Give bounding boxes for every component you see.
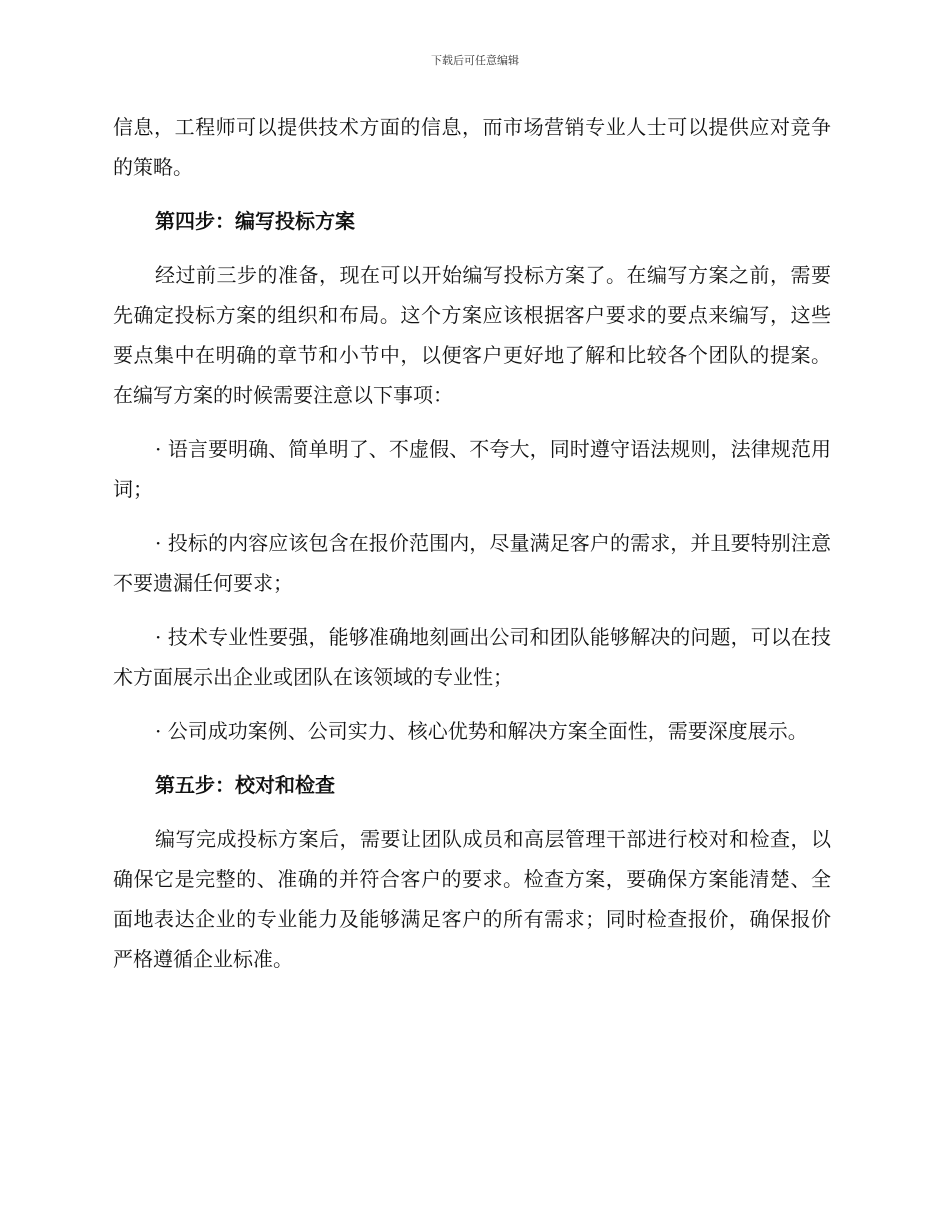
- bullet-item-content-scope: · 投标的内容应该包含在报价范围内，尽量满足客户的需求，并且要特别注意不要遗漏任何要求；: [113, 531, 831, 595]
- document-body: [113, 107, 831, 993]
- bullet-item-success-cases: · 公司成功案例、公司实力、核心优势和解决方案全面性，需要深度展示。: [155, 719, 808, 743]
- section-heading-step-five: 第五步：校对和检查: [155, 773, 335, 797]
- section-heading-step-four: 第四步：编写投标方案: [155, 209, 355, 233]
- paragraph-intro-continuation: 信息，工程师可以提供技术方面的信息，而市场营销专业人士可以提供应对竞争的策略。: [113, 115, 831, 179]
- page-header: 下载后可任意编辑: [431, 54, 519, 67]
- bullet-item-technical-expertise: · 技术专业性要强，能够准确地刻画出公司和团队能够解决的问题，可以在技术方面展示出企业或团队在该领域的专业性；: [113, 625, 831, 689]
- paragraph-step-four-body: 经过前三步的准备，现在可以开始编写投标方案了。在编写方案之前，需要先确定投标方案的组织和布局。这个方案应该根据客户要求的要点来编写，这些要点集中在明确的章节和小节中，以便客户更好地了解和比较各个团队的提案。在编写方案的时候需要注意以下事项：: [113, 263, 831, 407]
- bullet-item-language: · 语言要明确、简单明了、不虚假、不夸大，同时遵守语法规则，法律规范用词；: [113, 437, 831, 501]
- paragraph-step-five-body: 编写完成投标方案后，需要让团队成员和高层管理干部进行校对和检查，以确保它是完整的、准确的并符合客户的要求。检查方案，要确保方案能清楚、全面地表达企业的专业能力及能够满足客户的所有需求；同时检查报价，确保报价严格遵循企业标准。: [113, 827, 831, 971]
